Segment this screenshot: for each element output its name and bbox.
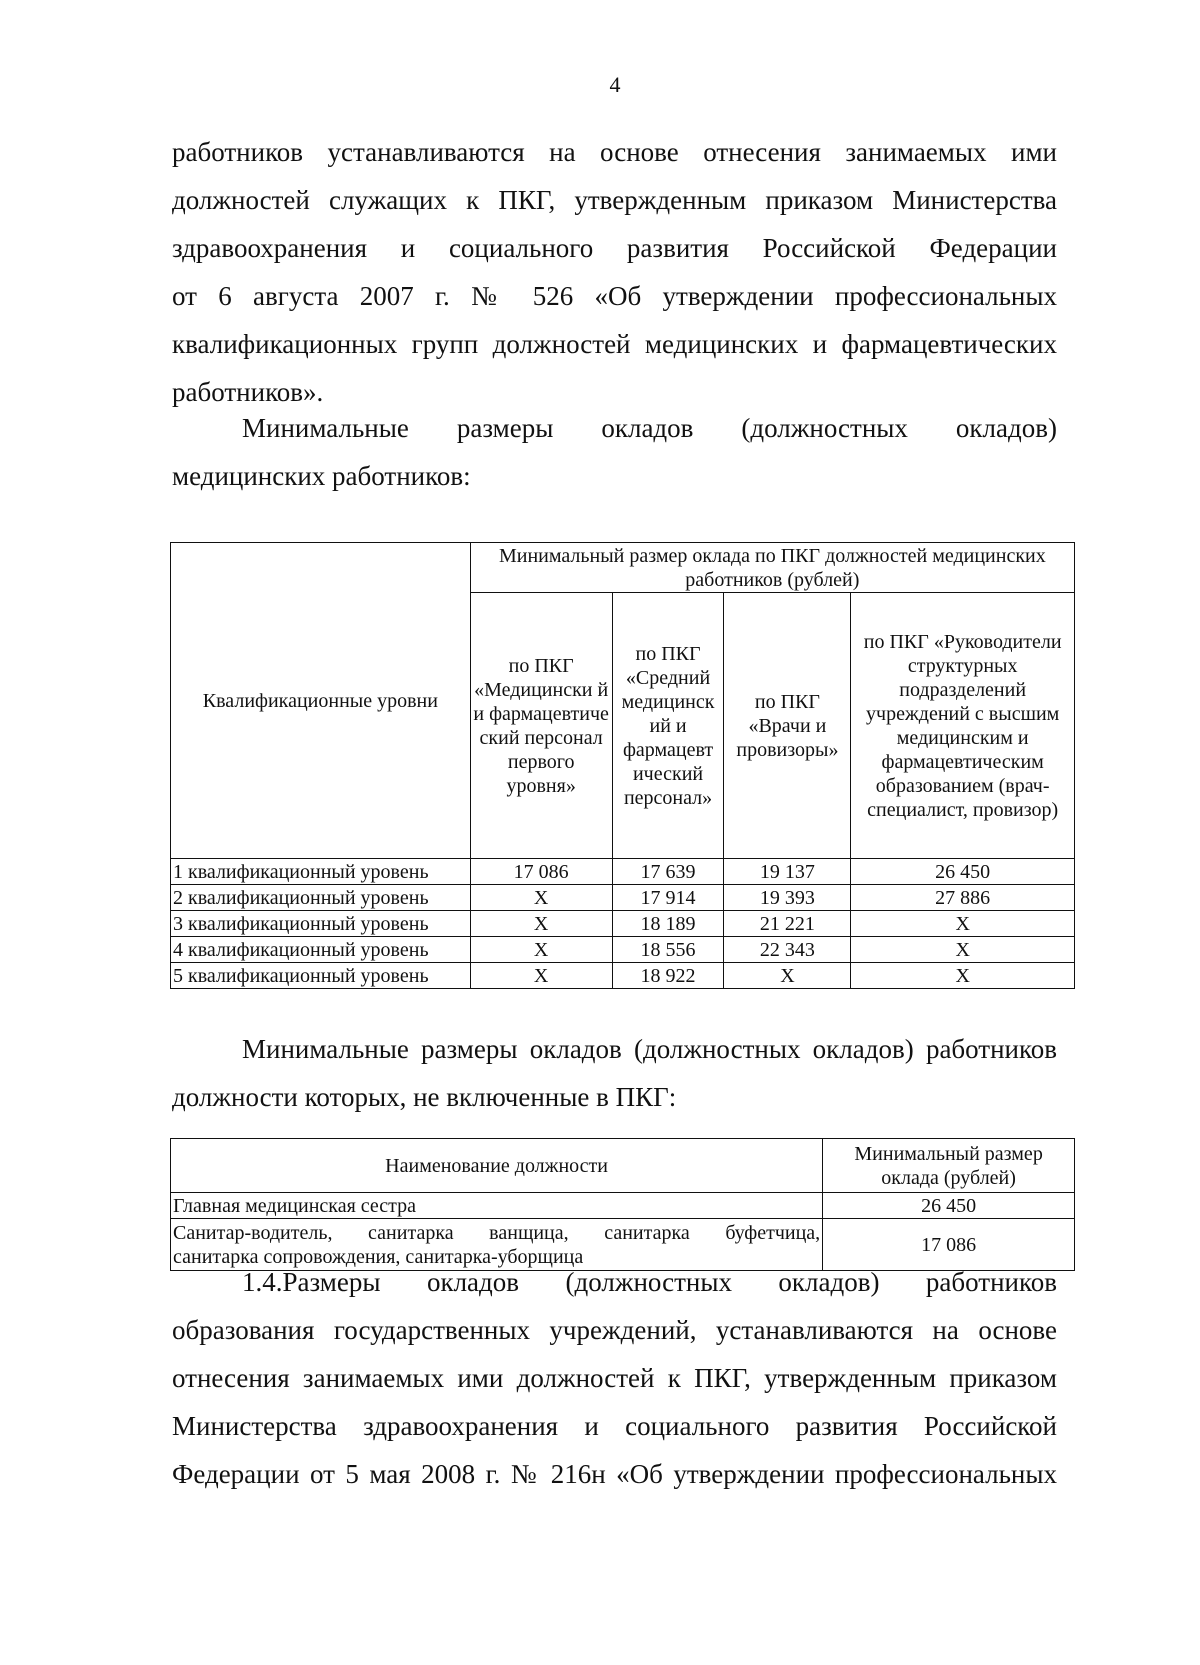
text-line: работников устанавливаются на основе отнесения занимаемых ими bbox=[172, 137, 1057, 167]
group-header: Минимальный размер оклада по ПКГ должностей медицинских работников (рублей) bbox=[470, 543, 1074, 593]
level-cell: 4 квалификационный уровень bbox=[171, 937, 471, 963]
value-cell: 18 189 bbox=[612, 911, 724, 937]
value-cell: 19 393 bbox=[724, 885, 851, 911]
value-cell: 19 137 bbox=[724, 859, 851, 885]
text-line: Министерства здравоохранения и социального развития Российской bbox=[172, 1411, 1057, 1441]
level-cell: 1 квалификационный уровень bbox=[171, 859, 471, 885]
text-line: должностей служащих к ПКГ, утвержденным приказом Министерства bbox=[172, 185, 1057, 215]
text-line: образования государственных учреждений, устанавливаются на основе bbox=[172, 1315, 1057, 1345]
text-line: здравоохранения и социального развития Российской Федерации bbox=[172, 233, 1057, 263]
intro-paragraph bbox=[172, 128, 1057, 416]
non-pkg-heading bbox=[172, 1025, 1057, 1121]
value-cell: 17 914 bbox=[612, 885, 724, 911]
level-cell: 5 квалификационный уровень bbox=[171, 963, 471, 989]
column-header: по ПКГ «Медицински й и фармацевтиче ский персонал первого уровня» bbox=[470, 593, 612, 859]
text-line: Федерации от 5 мая 2008 г. № 216н «Об утверждении профессиональных bbox=[172, 1459, 1057, 1489]
salary-header: Минимальный размер оклада (рублей) bbox=[823, 1139, 1075, 1193]
value-cell: Х bbox=[470, 911, 612, 937]
value-cell: Х bbox=[851, 911, 1075, 937]
table-row bbox=[171, 937, 1075, 963]
table-row bbox=[171, 859, 1075, 885]
text-line: должности которых, не включенные в ПКГ: bbox=[172, 1082, 677, 1112]
page-number: 4 bbox=[609, 72, 621, 97]
text-line: от 6 августа 2007 г. № 526 «Об утверждении профессиональных bbox=[172, 281, 1057, 311]
table-row bbox=[171, 963, 1075, 989]
text-line: квалификационных групп должностей медицинских и фармацевтических bbox=[172, 329, 1057, 359]
table-row bbox=[171, 885, 1075, 911]
salary-cell: 26 450 bbox=[823, 1193, 1075, 1219]
section-1-4-paragraph bbox=[172, 1258, 1057, 1498]
value-cell: Х bbox=[724, 963, 851, 989]
value-cell: 17 086 bbox=[470, 859, 612, 885]
text-line: медицинских работников: bbox=[172, 461, 471, 491]
column-header: по ПКГ «Руководители структурных подразделений учреждений с высшим медицинским и фармацевтическим образованием (врач-специалист, провизор) bbox=[851, 593, 1075, 859]
position-line: Санитар-водитель, санитарка ванщица, санитарка буфетчица, bbox=[173, 1221, 821, 1244]
column-header: по ПКГ «Средний медицинск ий и фармацевт ический персонал» bbox=[612, 593, 724, 859]
text-line: отнесения занимаемых ими должностей к ПКГ, утвержденным приказом bbox=[172, 1363, 1057, 1393]
value-cell: Х bbox=[851, 937, 1075, 963]
value-cell: 18 922 bbox=[612, 963, 724, 989]
value-cell: Х bbox=[470, 885, 612, 911]
column-header: по ПКГ «Врачи и провизоры» bbox=[724, 593, 851, 859]
level-cell: 3 квалификационный уровень bbox=[171, 911, 471, 937]
text-line: Минимальные размеры окладов (должностных окладов) bbox=[242, 413, 1057, 443]
text-line: Минимальные размеры окладов (должностных окладов) работников bbox=[242, 1034, 1057, 1064]
value-cell: Х bbox=[470, 963, 612, 989]
value-cell: Х bbox=[851, 963, 1075, 989]
value-cell: 26 450 bbox=[851, 859, 1075, 885]
value-cell: 18 556 bbox=[612, 937, 724, 963]
table-row bbox=[171, 911, 1075, 937]
min-sizes-heading bbox=[172, 404, 1057, 500]
non-pkg-salary-table bbox=[170, 1138, 1075, 1271]
medical-salary-table bbox=[170, 542, 1075, 989]
value-cell: 17 639 bbox=[612, 859, 724, 885]
text-line: 1.4.Размеры окладов (должностных окладов) работников bbox=[242, 1267, 1057, 1297]
value-cell: 22 343 bbox=[724, 937, 851, 963]
level-cell: 2 квалификационный уровень bbox=[171, 885, 471, 911]
position-header: Наименование должности bbox=[171, 1139, 823, 1193]
position-line: санитарка сопровождения, санитарка-уборщица bbox=[173, 1245, 584, 1268]
position-cell: Главная медицинская сестра bbox=[171, 1193, 823, 1219]
value-cell: 21 221 bbox=[724, 911, 851, 937]
value-cell: 27 886 bbox=[851, 885, 1075, 911]
level-header: Квалификационные уровни bbox=[171, 543, 471, 859]
salary-cell: 17 086 bbox=[823, 1219, 1075, 1271]
value-cell: Х bbox=[470, 937, 612, 963]
text-line: работников». bbox=[172, 377, 324, 407]
table-row bbox=[171, 1193, 1075, 1219]
